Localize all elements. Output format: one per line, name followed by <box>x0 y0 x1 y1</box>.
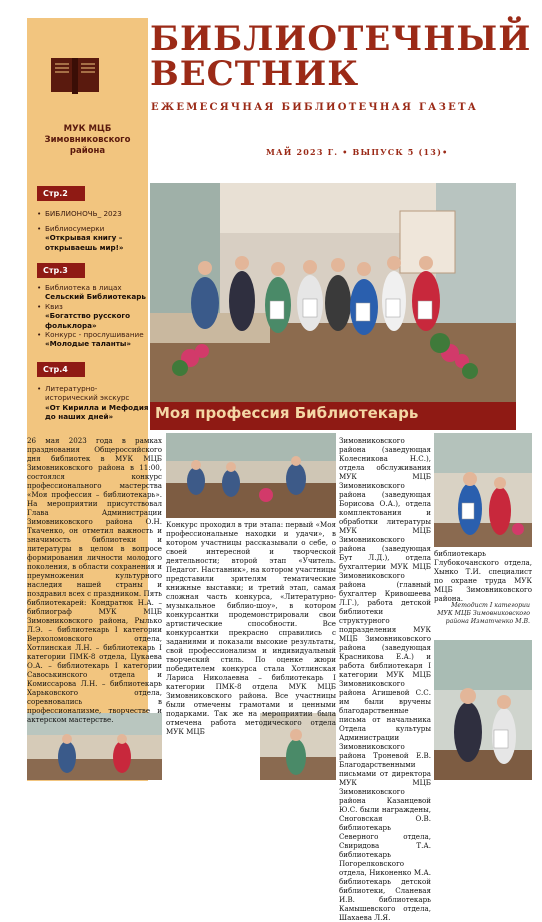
article-column-3: Зимовниковского района (заведующая Колесникова Н.С.), отдела обслуживания МУК МЦБ Зимовниковского района (заведующая Борисова О.А.), отдела комплектования и обработки литературы МУК МЦБ Зимовниковского района (заведующая Бут Л.Д.), отдела бухгалтерии МУК МЦБ Зимовниковского района (главный бухгалтер Кривошеева Л.Г.), работа детской библиотеки структурного подразделения МУК МЦБ Зимовниковского района (заведующая Красникова Е.А.) и работа библиотекаря I категории МУК МЦБ Зимовниковского района Агишевой С.С. им были вручены благодарственные письма от начальника Отдела культуры Администрации Зимовниковского района Троневой Е.В. Благодарственными письмами от директора МУК МЦБ Зимовниковского района Казанцевой Ю.С. были награждены, Сноговская О.В. библиотекарь Северного отдела, Свиридова Т.А. библиотекарь Погорелковского отдела, Никоненко М.А. библиотекарь детской библиотеки, Сланевая И.В. библиотекарь Камышевского отдела, Шахаева Л.Я. <box>339 436 431 922</box>
section-label-page2[interactable]: Стр.2 <box>37 186 85 201</box>
org-name: МУК МЦБ Зимовниковского района <box>44 124 131 156</box>
toc-item[interactable]: • Литературно-исторический экскурс «От Кирилла и Мефодия до наших дней» <box>37 384 149 421</box>
photo-caption: Моя профессия Библиотекарь <box>155 404 419 422</box>
toc-item[interactable]: • БИБЛИОНОЧЬ_ 2023 <box>37 209 122 218</box>
event-photo-1 <box>166 433 336 518</box>
toc-item[interactable]: • Квиз «Богатство русского фольклора» <box>37 302 131 330</box>
group-photo <box>150 183 516 427</box>
masthead-title: БИБЛИОТЕЧНЫЙ ВЕСТНИК <box>150 19 532 94</box>
event-photo-3 <box>434 640 532 780</box>
article-column-2: Конкурс проходил в три этапа: первый «Моя профессиональные находки и удачи», в котором участницы рассказывали о себе, о своей интересной и творческой деятельности; второй этап «Учитель. Педагог. Наставник», на котором участницы представили зрителям тематические книжные выставки; и третий этап, самая сложная часть конкурса, «Литературно-музыкальное библио-шоу», в котором конкурсантки продемонстрировали свои артистические способности. Все конкурсантки прекрасно справились с заданиями и показали высокие результаты, свой профессионализм и индивидуальный творческий стиль. По оценке жюри победителем конкурса стала Хотлинская Лариса Николаевна – библиотекарь I категории ПМК-8 отдела МУК МЦБ Зимовниковского района. Все участницы были отмечены грамотами и ценными подарками. Так же на мероприятии была отмечена работа методического отдела МУК МЦБ <box>166 520 336 736</box>
toc-item[interactable]: • Библиосумерки «Открывая книгу – открываешь мир!» <box>37 224 124 252</box>
section-label-page3[interactable]: Стр.3 <box>37 263 85 278</box>
masthead-subtitle: ЕЖЕМЕСЯЧНАЯ БИБЛИОТЕЧНАЯ ГАЗЕТА <box>151 102 479 113</box>
article-column-4: библиотекарь Глубокочанского отдела, Хынко Т.И. специалист по охране труда МУК МЦБ Зимовниковского района. <box>434 549 532 603</box>
author-signature: Методист I категории МУК МЦБ Зимовниковского района Изматченко М.В. <box>437 602 530 625</box>
issue-info: МАЙ 2023 Г. • ВЫПУСК 5 (13)• <box>266 147 449 157</box>
event-photo-2 <box>434 433 532 547</box>
section-label-page4[interactable]: Стр.4 <box>37 362 85 377</box>
toc-item[interactable]: • Конкурс - прослушивание «Молодые таланты» <box>37 330 144 349</box>
article-column-1: 26 мая 2023 года в рамках празднования Общероссийского дня библиотек в МУК МЦБ Зимовниковского района в 11:00, состоялся конкурс профессионального мастерства «Моя профессия – библиотекарь». На мероприятии присутствовал Глава Администрации Зимовниковского района О.Н. Ткаченко, он отметил важность и значимость библиотеки и литературы в целом в вопросе формирования личности молодого поколения, в области сохранения и преумножения культурного наследия нашей страны и поздравил всех с праздником. Пять библиотекарей: Кондратюк Н.А. – библиограф МУК МЦБ Зимовниковского района, Рылько Л.Э. – библиотекарь I категории Верхоломовского отдела, Хотлинская Л.Н. – библиотекарь I категории ПМК-8 отдела, Цукаева О.А. – библиотекарь I категории Савоськинского отдела и Комиссарова Л.Н. – библиотекарь Харьковского отдела, соревновались в профессионализме, творчестве и актерском мастерстве. <box>27 436 162 724</box>
book-logo-icon <box>49 54 101 98</box>
toc-item[interactable]: • Библиотека в лицах Сельский Библиотекарь <box>37 283 146 302</box>
